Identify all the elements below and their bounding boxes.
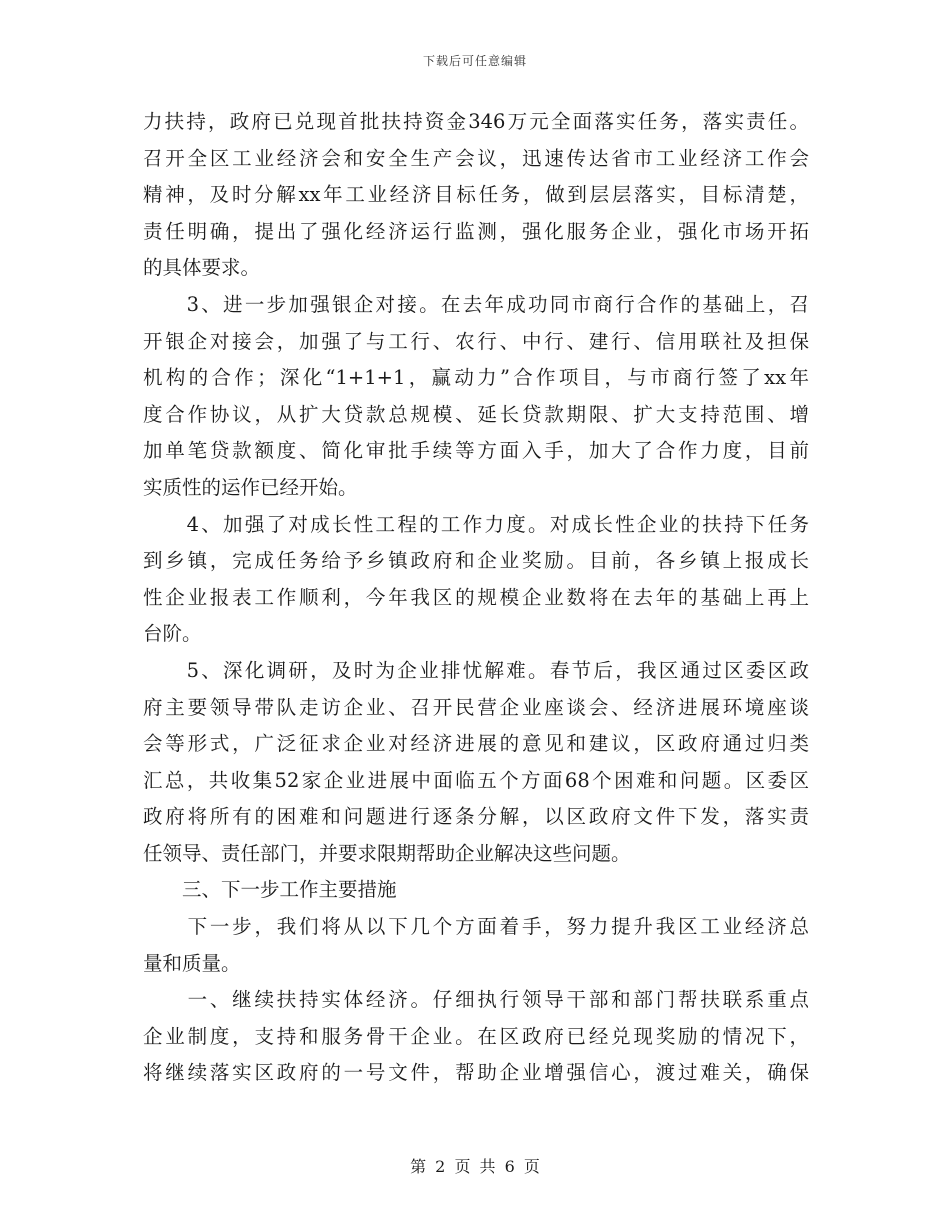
text-line: 召开全区工业经济会和安全生产会议，迅速传达省市工业经济工作会 <box>143 146 809 170</box>
document-body <box>143 104 809 1092</box>
text-line: 加单笔贷款额度、简化审批手续等方面入手，加大了合作力度，目前 <box>143 439 809 463</box>
text-line: 5、深化调研，及时为企业排忧解难。春节后，我区通过区委区政 <box>143 658 809 682</box>
text-line: 一、继续扶持实体经济。仔细执行领导干部和部门帮扶联系重点 <box>143 988 809 1012</box>
text-line: 度合作协议，从扩大贷款总规模、延长贷款期限、扩大支持范围、增 <box>143 402 809 426</box>
text-line: 到乡镇，完成任务给予乡镇政府和企业奖励。目前，各乡镇上报成长 <box>143 549 809 573</box>
text-line: 政府将所有的困难和问题进行逐条分解，以区政府文件下发，落实责 <box>143 805 809 829</box>
text-line: 会等形式，广泛征求企业对经济进展的意见和建议，区政府通过归类 <box>143 732 809 756</box>
text-line: 的具体要求。 <box>143 256 261 280</box>
text-line: 将继续落实区政府的一号文件，帮助企业增强信心，渡过难关，确保 <box>143 1061 809 1085</box>
text-line: 责任明确，提出了强化经济运行监测，强化服务企业，强化市场开拓 <box>143 219 809 243</box>
page-number-footer: 第 2 页 共 6 页 <box>410 1157 540 1176</box>
text-line: 力扶持，政府已兑现首批扶持资金346万元全面落实任务，落实责任。 <box>143 110 809 133</box>
text-line: 性企业报表工作顺利，今年我区的规模企业数将在去年的基础上再上 <box>143 585 809 609</box>
text-line: 汇总，共收集52家企业进展中面临五个方面68个困难和问题。区委区 <box>143 768 809 792</box>
text-line: 三、下一步工作主要措施 <box>143 878 397 902</box>
text-line: 府主要领导带队走访企业、召开民营企业座谈会、经济进展环境座谈 <box>143 695 809 719</box>
text-line: 机构的合作；深化“1+1+1，赢动力”合作项目，与市商行签了xx年 <box>143 366 809 390</box>
text-line: 企业制度，支持和服务骨干企业。在区政府已经兑现奖励的情况下， <box>143 1024 809 1048</box>
text-line: 下一步，我们将从以下几个方面着手，努力提升我区工业经济总 <box>143 915 809 939</box>
text-line: 精神，及时分解xx年工业经济目标任务，做到层层落实，目标清楚， <box>143 183 809 207</box>
text-line: 量和质量。 <box>143 951 241 975</box>
text-line: 3、进一步加强银企对接。在去年成功同市商行合作的基础上，召 <box>143 292 809 316</box>
text-line: 4、加强了对成长性工程的工作力度。对成长性企业的扶持下任务 <box>143 512 809 536</box>
text-line: 开银企对接会，加强了与工行、农行、中行、建行、信用联社及担保 <box>143 329 809 353</box>
text-line: 实质性的运作已经开始。 <box>143 475 358 499</box>
page-header: 下载后可任意编辑 <box>422 54 527 68</box>
text-line: 台阶。 <box>143 622 202 646</box>
text-line: 任领导、责任部门，并要求限期帮助企业解决这些问题。 <box>143 841 631 865</box>
